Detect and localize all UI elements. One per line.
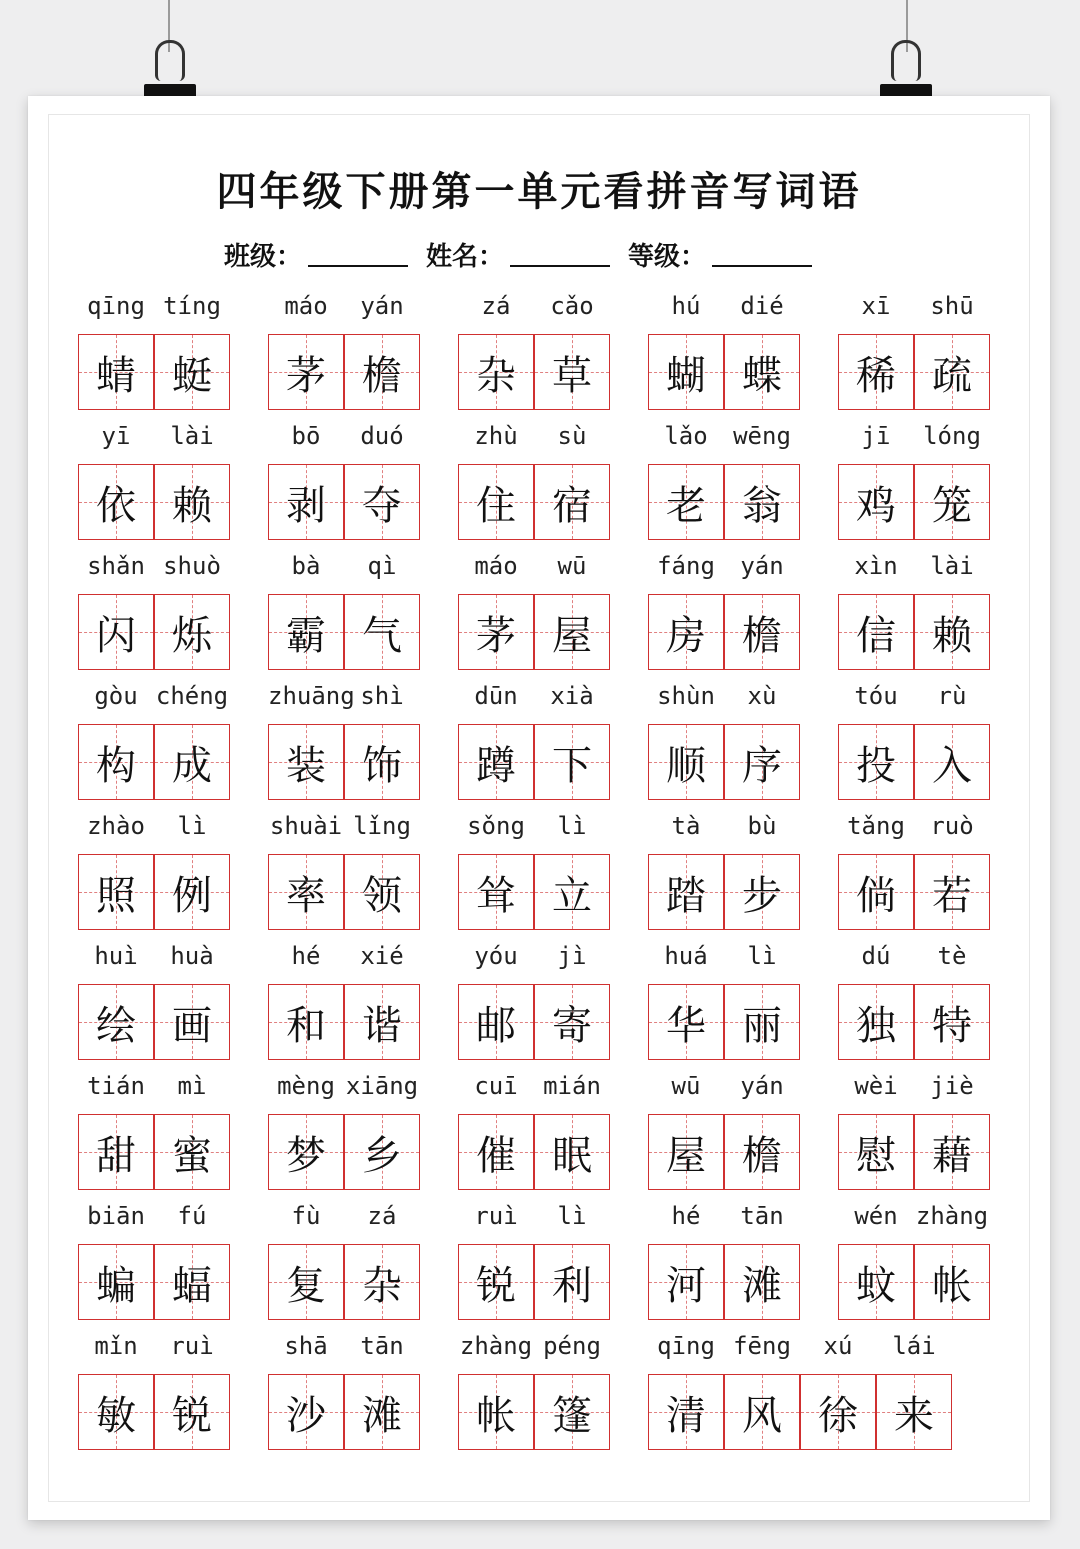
hanzi-character: 徐 — [818, 1392, 858, 1439]
pinyin-label: huì — [94, 942, 138, 970]
hanzi-character: 率 — [286, 872, 326, 919]
pinyin-label: yán — [740, 552, 784, 580]
hanzi-character: 檐 — [362, 352, 402, 399]
tianzige-box[interactable] — [458, 594, 534, 670]
tianzige-box[interactable] — [458, 1374, 534, 1450]
pinyin-label: shuài — [269, 812, 343, 840]
hanzi-character: 例 — [172, 872, 212, 919]
hanzi-character: 赖 — [932, 612, 972, 659]
hanzi-character: 绘 — [96, 1002, 136, 1049]
pinyin-label: tǎng — [847, 812, 905, 840]
hanzi-character: 住 — [476, 482, 516, 529]
pinyin-label: shùn — [657, 682, 715, 710]
tianzige-box[interactable] — [154, 724, 230, 800]
tianzige-box[interactable] — [154, 594, 230, 670]
pinyin-label: wēng — [733, 422, 791, 450]
hanzi-character: 杂 — [362, 1262, 402, 1309]
hanzi-character: 藉 — [932, 1132, 972, 1179]
pinyin-label: máo — [284, 292, 328, 320]
pinyin-label: xú — [823, 1332, 853, 1360]
tianzige-box[interactable] — [154, 334, 230, 410]
pinyin-label: lǎo — [664, 422, 708, 450]
pinyin-label: xié — [360, 942, 404, 970]
hanzi-character: 谐 — [362, 1002, 402, 1049]
name-blank[interactable] — [510, 245, 610, 267]
tianzige-box[interactable] — [648, 1244, 724, 1320]
pinyin-label: hé — [291, 942, 321, 970]
tianzige-box[interactable] — [78, 334, 154, 410]
hanzi-character: 和 — [286, 1002, 326, 1049]
pinyin-label: tān — [360, 1332, 404, 1360]
tianzige-box[interactable] — [648, 1114, 724, 1190]
tianzige-box[interactable] — [914, 594, 990, 670]
tianzige-box[interactable] — [724, 1244, 800, 1320]
hanzi-character: 夺 — [362, 482, 402, 529]
tianzige-box[interactable] — [724, 1374, 800, 1450]
tianzige-box[interactable] — [534, 984, 610, 1060]
pinyin-label: fáng — [657, 552, 715, 580]
tianzige-box[interactable] — [724, 854, 800, 930]
pinyin-label: rù — [937, 682, 967, 710]
pinyin-label: cuī — [474, 1072, 518, 1100]
tianzige-box[interactable] — [268, 1374, 344, 1450]
hanzi-character: 依 — [96, 482, 136, 529]
pinyin-label: lǐng — [353, 812, 411, 840]
tianzige-box[interactable] — [344, 334, 420, 410]
pinyin-label: tān — [740, 1202, 784, 1230]
hanzi-character: 眠 — [552, 1132, 592, 1179]
pinyin-label: wèi — [854, 1072, 898, 1100]
hanzi-character: 来 — [894, 1392, 934, 1439]
hanzi-character: 杂 — [476, 352, 516, 399]
hanzi-character: 装 — [286, 742, 326, 789]
hanzi-character: 蝴 — [666, 352, 706, 399]
hanzi-character: 入 — [932, 742, 972, 789]
tianzige-box[interactable] — [914, 854, 990, 930]
hanzi-character: 帐 — [476, 1392, 516, 1439]
student-info-line — [224, 236, 830, 273]
tianzige-box[interactable] — [914, 464, 990, 540]
hanzi-character: 领 — [362, 872, 402, 919]
pinyin-label: qì — [367, 552, 397, 580]
hanzi-character: 翁 — [742, 482, 782, 529]
tianzige-box[interactable] — [838, 594, 914, 670]
pinyin-label: tóu — [854, 682, 898, 710]
hanzi-character: 清 — [666, 1392, 706, 1439]
hanzi-character: 宿 — [552, 482, 592, 529]
tianzige-box[interactable] — [344, 464, 420, 540]
tianzige-box[interactable] — [800, 1374, 876, 1450]
tianzige-box[interactable] — [648, 724, 724, 800]
pinyin-label: lì — [557, 1202, 587, 1230]
tianzige-box[interactable] — [154, 464, 230, 540]
tianzige-box[interactable] — [838, 464, 914, 540]
pinyin-label: shuò — [163, 552, 221, 580]
worksheet-paper — [28, 96, 1050, 1520]
hanzi-character: 鸡 — [856, 482, 896, 529]
hanzi-character: 若 — [932, 872, 972, 919]
pinyin-label: lài — [930, 552, 974, 580]
hanzi-character: 锐 — [476, 1262, 516, 1309]
pinyin-label: bà — [291, 552, 321, 580]
tianzige-box[interactable] — [344, 854, 420, 930]
tianzige-box[interactable] — [838, 1114, 914, 1190]
tianzige-box[interactable] — [534, 854, 610, 930]
pinyin-label: zhuāng — [268, 682, 355, 710]
pinyin-label: fú — [177, 1202, 207, 1230]
tianzige-box[interactable] — [344, 984, 420, 1060]
tianzige-box[interactable] — [724, 984, 800, 1060]
pinyin-label: zá — [481, 292, 511, 320]
hanzi-character: 耸 — [476, 872, 516, 919]
pinyin-label: yán — [360, 292, 404, 320]
tianzige-box[interactable] — [838, 334, 914, 410]
hanzi-character: 敏 — [96, 1392, 136, 1439]
hanzi-character: 篷 — [552, 1392, 592, 1439]
hanzi-character: 踏 — [666, 872, 706, 919]
tianzige-box[interactable] — [154, 1244, 230, 1320]
pinyin-label: dú — [861, 942, 891, 970]
tianzige-box[interactable] — [268, 594, 344, 670]
tianzige-box[interactable] — [648, 854, 724, 930]
pinyin-label: tà — [671, 812, 701, 840]
hanzi-character: 房 — [666, 612, 706, 659]
hanzi-character: 锐 — [172, 1392, 212, 1439]
hanzi-character: 特 — [932, 1002, 972, 1049]
tianzige-box[interactable] — [534, 724, 610, 800]
hanzi-character: 草 — [552, 352, 592, 399]
pinyin-label: sǒng — [467, 812, 525, 840]
tianzige-box[interactable] — [648, 984, 724, 1060]
pinyin-label: fēng — [733, 1332, 791, 1360]
hanzi-character: 檐 — [742, 612, 782, 659]
hanzi-character: 信 — [856, 612, 896, 659]
tianzige-box[interactable] — [724, 334, 800, 410]
hanzi-character: 照 — [96, 872, 136, 919]
tianzige-box[interactable] — [154, 1114, 230, 1190]
tianzige-box[interactable] — [458, 724, 534, 800]
hanzi-character: 乡 — [362, 1132, 402, 1179]
tianzige-box[interactable] — [648, 594, 724, 670]
hanzi-character: 复 — [286, 1262, 326, 1309]
pinyin-label: lái — [892, 1332, 936, 1360]
hanzi-character: 河 — [666, 1262, 706, 1309]
hanzi-character: 序 — [742, 742, 782, 789]
pinyin-label: tè — [937, 942, 967, 970]
tianzige-box[interactable] — [724, 464, 800, 540]
pinyin-label: biān — [87, 1202, 145, 1230]
hanzi-character: 蚊 — [856, 1262, 896, 1309]
grade-label: 等级： — [628, 242, 707, 272]
pinyin-label: dié — [740, 292, 784, 320]
tianzige-box[interactable] — [268, 984, 344, 1060]
pinyin-label: chéng — [155, 682, 229, 710]
hanzi-character: 霸 — [286, 612, 326, 659]
hanzi-character: 倘 — [856, 872, 896, 919]
hanzi-character: 投 — [856, 742, 896, 789]
pinyin-label: wén — [854, 1202, 898, 1230]
hanzi-character: 疏 — [932, 352, 972, 399]
pinyin-label: mián — [543, 1072, 601, 1100]
name-label: 姓名： — [426, 242, 505, 272]
pinyin-label: ruò — [930, 812, 974, 840]
tianzige-box[interactable] — [344, 724, 420, 800]
hanzi-character: 催 — [476, 1132, 516, 1179]
pinyin-label: wū — [671, 1072, 701, 1100]
tianzige-box[interactable] — [268, 464, 344, 540]
pinyin-label: huà — [170, 942, 214, 970]
grade-blank[interactable] — [712, 245, 812, 267]
tianzige-box[interactable] — [154, 854, 230, 930]
tianzige-box[interactable] — [268, 1244, 344, 1320]
pinyin-label: bù — [747, 812, 777, 840]
pinyin-label: lì — [557, 812, 587, 840]
tianzige-box[interactable] — [268, 334, 344, 410]
pinyin-label: cǎo — [550, 292, 594, 320]
tianzige-box[interactable] — [458, 464, 534, 540]
hanzi-character: 屋 — [666, 1132, 706, 1179]
pinyin-label: mǐn — [94, 1332, 138, 1360]
pinyin-label: gòu — [94, 682, 138, 710]
tianzige-box[interactable] — [534, 464, 610, 540]
hanzi-character: 丽 — [742, 1002, 782, 1049]
pinyin-label: shì — [360, 682, 404, 710]
hanzi-character: 烁 — [172, 612, 212, 659]
tianzige-box[interactable] — [78, 724, 154, 800]
hanzi-character: 剥 — [286, 482, 326, 529]
pinyin-label: qīng — [87, 292, 145, 320]
tianzige-box[interactable] — [724, 1114, 800, 1190]
hanzi-character: 风 — [742, 1392, 782, 1439]
pinyin-label: wū — [557, 552, 587, 580]
hanzi-character: 寄 — [552, 1002, 592, 1049]
hanzi-character: 立 — [552, 872, 592, 919]
pinyin-label: qīng — [657, 1332, 715, 1360]
hanzi-character: 甜 — [96, 1132, 136, 1179]
pinyin-label: tián — [87, 1072, 145, 1100]
pinyin-label: huá — [664, 942, 708, 970]
pinyin-label: ruì — [474, 1202, 518, 1230]
tianzige-box[interactable] — [914, 724, 990, 800]
pinyin-label: jì — [557, 942, 587, 970]
hanzi-character: 成 — [172, 742, 212, 789]
hanzi-character: 独 — [856, 1002, 896, 1049]
pinyin-label: mèng — [277, 1072, 335, 1100]
hanzi-character: 屋 — [552, 612, 592, 659]
tianzige-box[interactable] — [344, 1374, 420, 1450]
tianzige-box[interactable] — [458, 1114, 534, 1190]
tianzige-box[interactable] — [914, 1114, 990, 1190]
tianzige-box[interactable] — [648, 1374, 724, 1450]
tianzige-box[interactable] — [838, 984, 914, 1060]
pinyin-label: zá — [367, 1202, 397, 1230]
tianzige-box[interactable] — [838, 724, 914, 800]
hanzi-character: 茅 — [286, 352, 326, 399]
pinyin-label: hú — [671, 292, 701, 320]
pinyin-label: tíng — [163, 292, 221, 320]
pinyin-label: shǎn — [87, 552, 145, 580]
hanzi-character: 檐 — [742, 1132, 782, 1179]
pinyin-label: sù — [557, 422, 587, 450]
tianzige-box[interactable] — [268, 724, 344, 800]
tianzige-box[interactable] — [458, 1244, 534, 1320]
hanzi-character: 下 — [552, 742, 592, 789]
tianzige-box[interactable] — [78, 1244, 154, 1320]
hanzi-character: 慰 — [856, 1132, 896, 1179]
hanzi-character: 邮 — [476, 1002, 516, 1049]
pinyin-label: yán — [740, 1072, 784, 1100]
tianzige-box[interactable] — [458, 854, 534, 930]
hanzi-character: 蜻 — [96, 352, 136, 399]
tianzige-box[interactable] — [838, 1244, 914, 1320]
hanzi-character: 顺 — [666, 742, 706, 789]
tianzige-box[interactable] — [838, 854, 914, 930]
tianzige-box[interactable] — [534, 334, 610, 410]
hanzi-character: 帐 — [932, 1262, 972, 1309]
pinyin-label: duó — [360, 422, 404, 450]
pinyin-label: yī — [101, 422, 131, 450]
pinyin-label: dūn — [474, 682, 518, 710]
pinyin-label: hé — [671, 1202, 701, 1230]
worksheet-title: 四年级下册第一单元看拼音写词语 — [216, 168, 862, 215]
pinyin-label: lóng — [923, 422, 981, 450]
pinyin-label: xiāng — [345, 1072, 419, 1100]
tianzige-box[interactable] — [78, 594, 154, 670]
pinyin-label: xù — [747, 682, 777, 710]
hanzi-character: 蜜 — [172, 1132, 212, 1179]
tianzige-box[interactable] — [458, 984, 534, 1060]
tianzige-box[interactable] — [78, 464, 154, 540]
hanzi-character: 蝙 — [96, 1262, 136, 1309]
tianzige-box[interactable] — [724, 724, 800, 800]
pinyin-label: shā — [284, 1332, 328, 1360]
tianzige-box[interactable] — [648, 464, 724, 540]
tianzige-box[interactable] — [78, 1374, 154, 1450]
tianzige-box[interactable] — [534, 1374, 610, 1450]
pinyin-label: zhù — [474, 422, 518, 450]
hanzi-character: 笼 — [932, 482, 972, 529]
class-label: 班级： — [224, 242, 303, 272]
tianzige-box[interactable] — [724, 594, 800, 670]
hanzi-character: 闪 — [96, 612, 136, 659]
pinyin-label: lì — [177, 812, 207, 840]
pinyin-label: péng — [543, 1332, 601, 1360]
pinyin-label: ruì — [170, 1332, 214, 1360]
hanzi-character: 饰 — [362, 742, 402, 789]
pinyin-label: mì — [177, 1072, 207, 1100]
pinyin-label: jiè — [930, 1072, 974, 1100]
hanzi-character: 滩 — [362, 1392, 402, 1439]
pinyin-label: lì — [747, 942, 777, 970]
pinyin-label: fù — [291, 1202, 321, 1230]
hanzi-character: 茅 — [476, 612, 516, 659]
tianzige-box[interactable] — [458, 334, 534, 410]
pinyin-label: zhàng — [459, 1332, 533, 1360]
tianzige-box[interactable] — [534, 1114, 610, 1190]
tianzige-box[interactable] — [344, 1114, 420, 1190]
tianzige-box[interactable] — [648, 334, 724, 410]
pinyin-label: yóu — [474, 942, 518, 970]
tianzige-box[interactable] — [154, 984, 230, 1060]
pinyin-label: zhào — [87, 812, 145, 840]
pinyin-label: jī — [861, 422, 891, 450]
hanzi-character: 利 — [552, 1262, 592, 1309]
hanzi-character: 蝶 — [742, 352, 782, 399]
tianzige-box[interactable] — [914, 1244, 990, 1320]
tianzige-box[interactable] — [78, 1114, 154, 1190]
class-blank[interactable] — [308, 245, 408, 267]
hanzi-character: 滩 — [742, 1262, 782, 1309]
pinyin-label: xià — [550, 682, 594, 710]
tianzige-box[interactable] — [876, 1374, 952, 1450]
hanzi-character: 梦 — [286, 1132, 326, 1179]
hanzi-character: 沙 — [286, 1392, 326, 1439]
tianzige-box[interactable] — [914, 334, 990, 410]
hanzi-character: 蜓 — [172, 352, 212, 399]
hanzi-character: 赖 — [172, 482, 212, 529]
pinyin-label: shū — [930, 292, 974, 320]
pinyin-label: lài — [170, 422, 214, 450]
hanzi-character: 构 — [96, 742, 136, 789]
hanzi-character: 老 — [666, 482, 706, 529]
tianzige-box[interactable] — [344, 594, 420, 670]
hanzi-character: 稀 — [856, 352, 896, 399]
hanzi-character: 蹲 — [476, 742, 516, 789]
hanzi-character: 气 — [362, 612, 402, 659]
pinyin-label: máo — [474, 552, 518, 580]
hanzi-character: 画 — [172, 1002, 212, 1049]
tianzige-box[interactable] — [344, 1244, 420, 1320]
tianzige-box[interactable] — [534, 594, 610, 670]
pinyin-label: xī — [861, 292, 891, 320]
pinyin-label: bō — [291, 422, 321, 450]
tianzige-box[interactable] — [154, 1374, 230, 1450]
tianzige-box[interactable] — [268, 854, 344, 930]
tianzige-box[interactable] — [268, 1114, 344, 1190]
hanzi-character: 华 — [666, 1002, 706, 1049]
tianzige-box[interactable] — [914, 984, 990, 1060]
tianzige-box[interactable] — [534, 1244, 610, 1320]
tianzige-box[interactable] — [78, 984, 154, 1060]
tianzige-box[interactable] — [78, 854, 154, 930]
hanzi-character: 蝠 — [172, 1262, 212, 1309]
hanzi-character: 步 — [742, 872, 782, 919]
pinyin-label: zhàng — [915, 1202, 989, 1230]
pinyin-label: xìn — [854, 552, 898, 580]
